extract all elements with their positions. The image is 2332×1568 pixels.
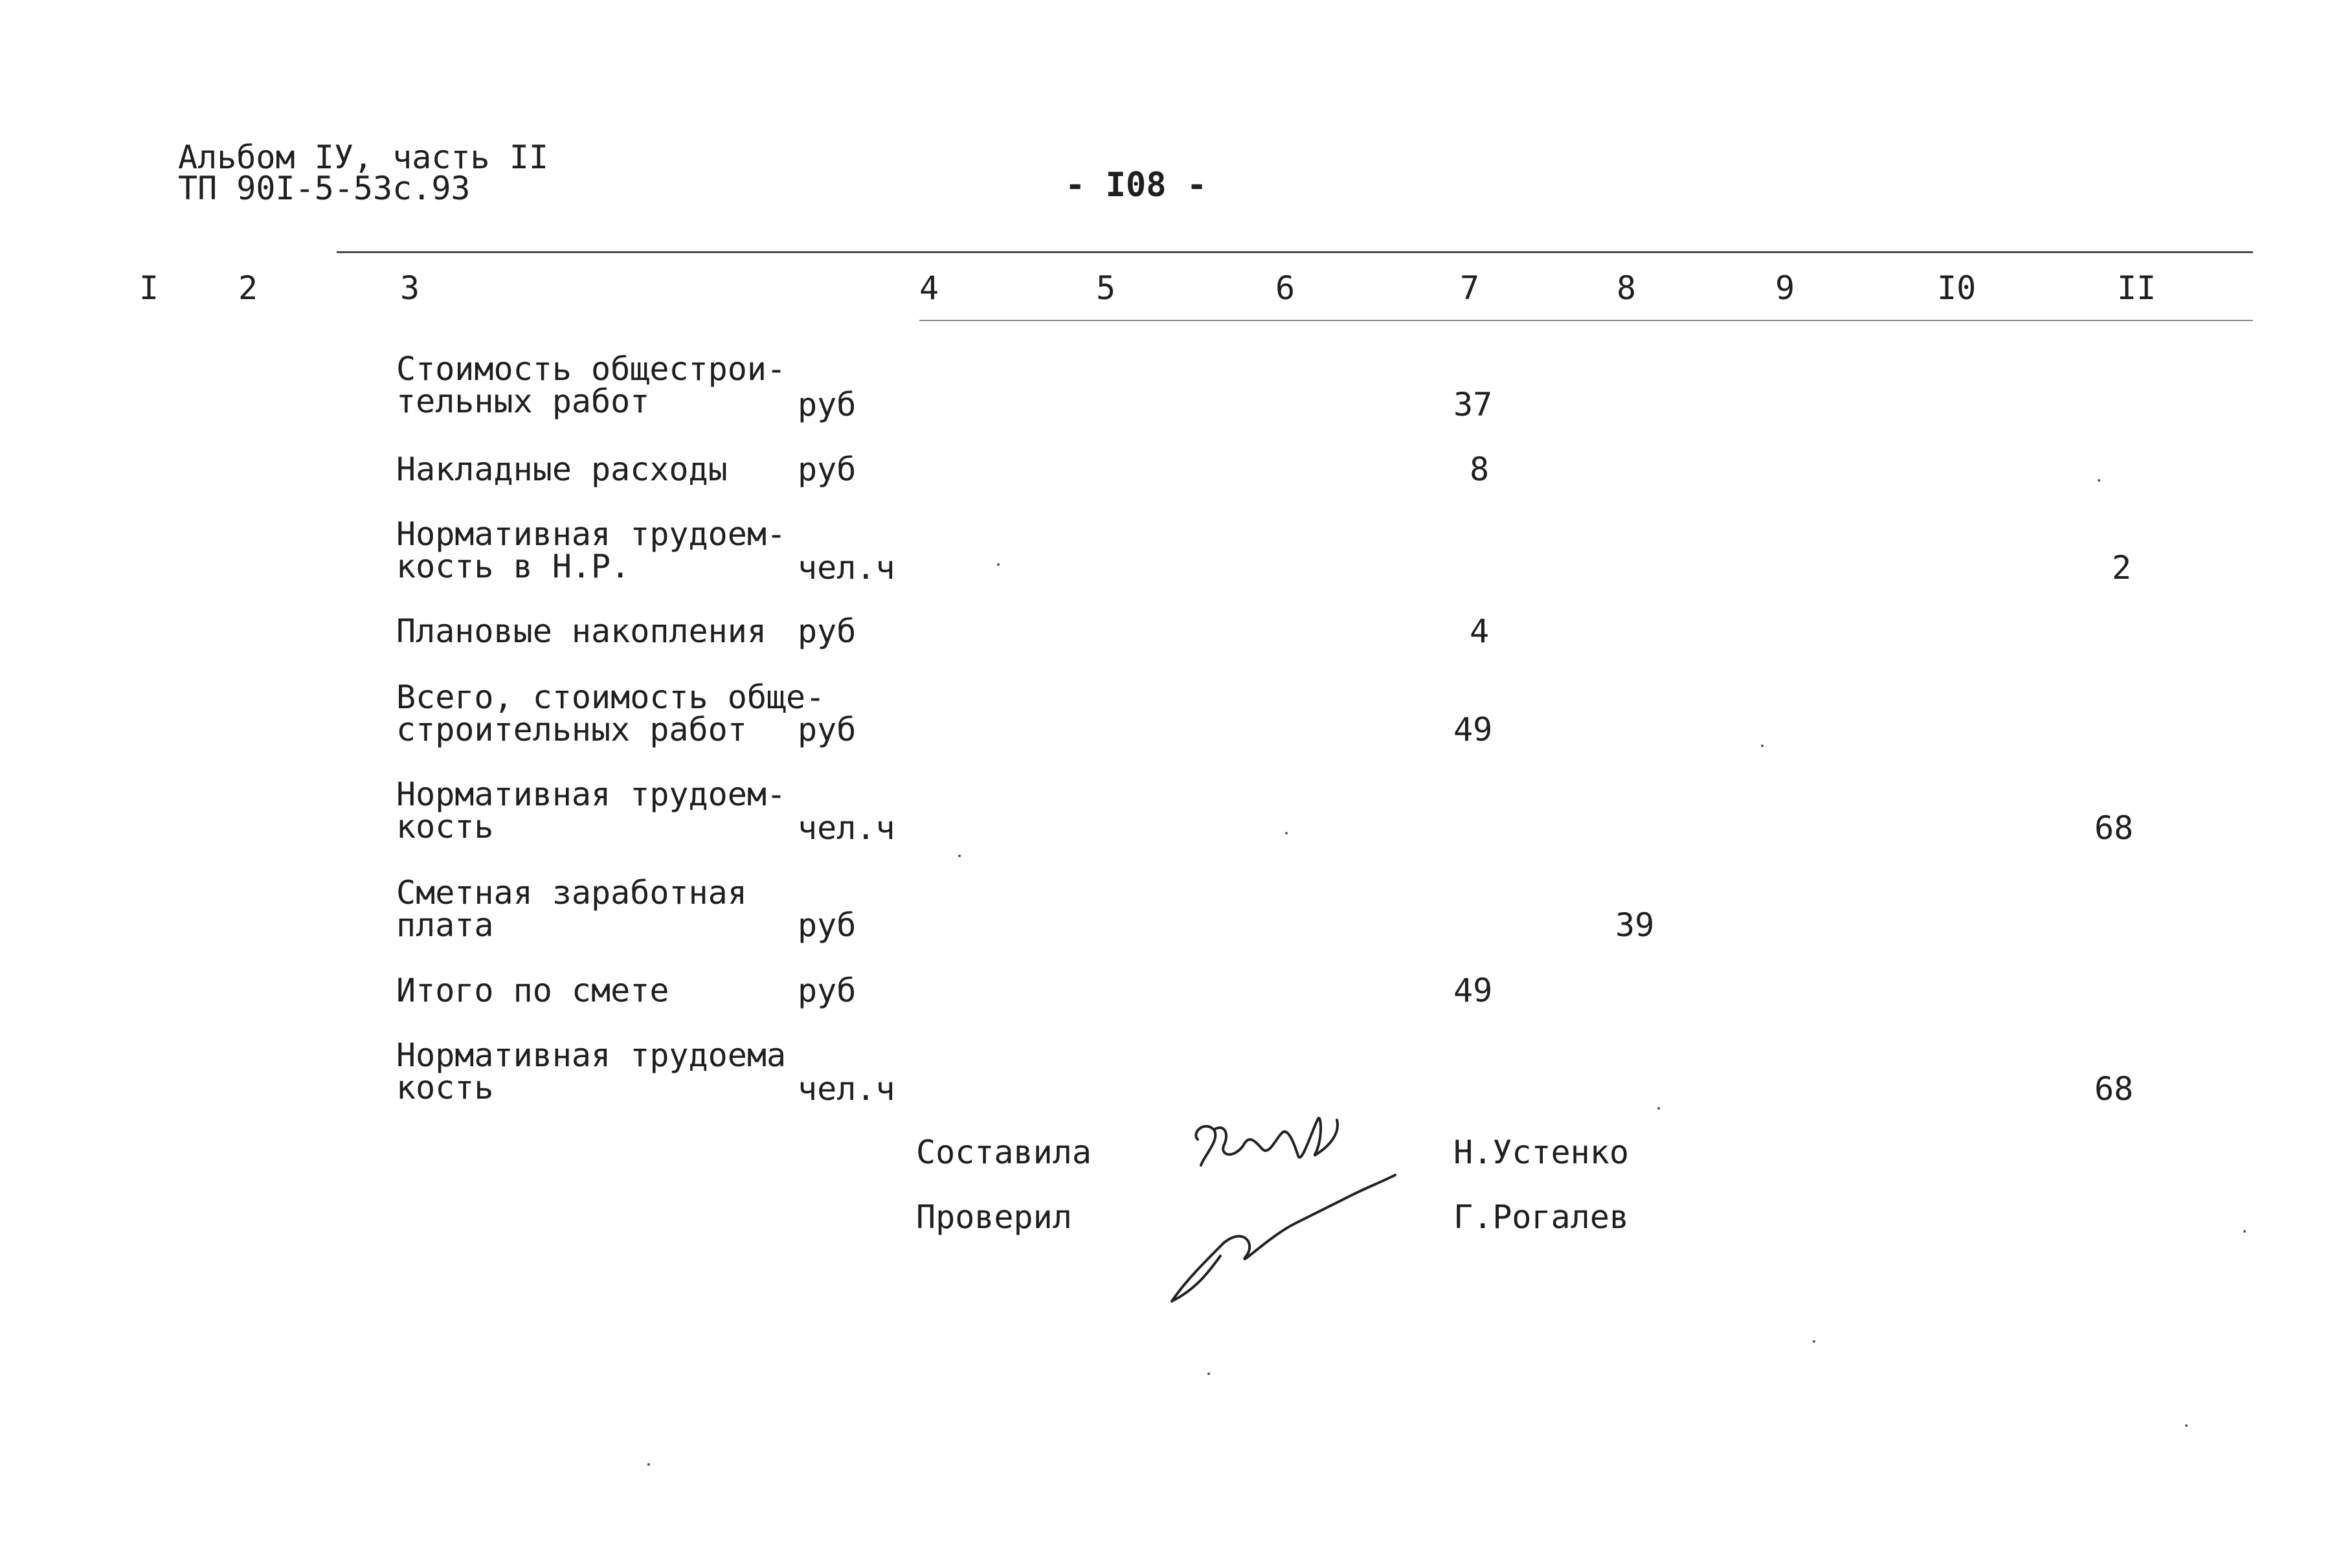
row-unit: руб (798, 711, 857, 748)
row-value-col7: 8 (1470, 451, 1490, 488)
row-name: Сметная заработная плата (396, 874, 747, 944)
row-value-col8: 39 (1615, 906, 1655, 944)
row-unit: руб (798, 972, 857, 1009)
project-code: ТП 90I-5-53с.93 (178, 170, 471, 207)
row-value-col7: 37 (1453, 386, 1493, 423)
row-value-col11: 68 (2094, 809, 2134, 847)
column-header-3: 3 (400, 269, 420, 307)
row-name: Нормативная трудоем- кость в Н.Р. (396, 515, 787, 585)
row-value-col11: 68 (2094, 1070, 2134, 1108)
row-unit: чел.ч (798, 549, 895, 587)
column-header-1: I (139, 269, 159, 307)
column-header-8: 8 (1617, 269, 1637, 307)
column-header-10: I0 (1937, 269, 1977, 307)
row-value-col11: 2 (2112, 549, 2132, 587)
row-unit: руб (798, 386, 857, 423)
row-value-col7: 49 (1453, 972, 1493, 1009)
row-unit: чел.ч (798, 1070, 895, 1108)
row-name: Нормативная трудоема кость (396, 1036, 787, 1106)
compiled-by-label: Составила (916, 1134, 1092, 1171)
column-header-2: 2 (238, 269, 258, 307)
album-title: Альбом IУ, часть II (178, 139, 548, 176)
column-header-4: 4 (919, 269, 939, 307)
checker-signature (1159, 1165, 1405, 1314)
header-bottom-rule (919, 320, 2253, 321)
header-top-rule (337, 251, 2253, 253)
column-header-9: 9 (1775, 269, 1795, 307)
row-unit: чел.ч (798, 809, 895, 847)
row-unit: руб (798, 906, 857, 944)
row-name: Всего, стоимость обще- строительных работ (396, 678, 825, 748)
row-name: Итого по смете (396, 972, 669, 1009)
compiled-by-name: Н.Устенко (1453, 1134, 1629, 1171)
checked-by-label: Проверил (916, 1198, 1072, 1236)
column-header-7: 7 (1460, 269, 1480, 307)
column-header-5: 5 (1096, 269, 1116, 307)
page-number: - I08 - (1065, 166, 1207, 205)
column-header-11: II (2117, 269, 2157, 307)
row-unit: руб (798, 451, 857, 488)
checked-by-name: Г.Рогалев (1453, 1198, 1629, 1236)
row-name: Накладные расходы (396, 451, 728, 488)
row-value-col7: 4 (1470, 612, 1490, 650)
column-header-6: 6 (1275, 269, 1295, 307)
row-value-col7: 49 (1453, 711, 1493, 748)
row-name: Стоимость общестрои- тельных работ (396, 350, 787, 420)
row-name: Плановые накопления (396, 612, 767, 650)
row-name: Нормативная трудоем- кость (396, 776, 787, 846)
row-unit: руб (798, 612, 857, 650)
